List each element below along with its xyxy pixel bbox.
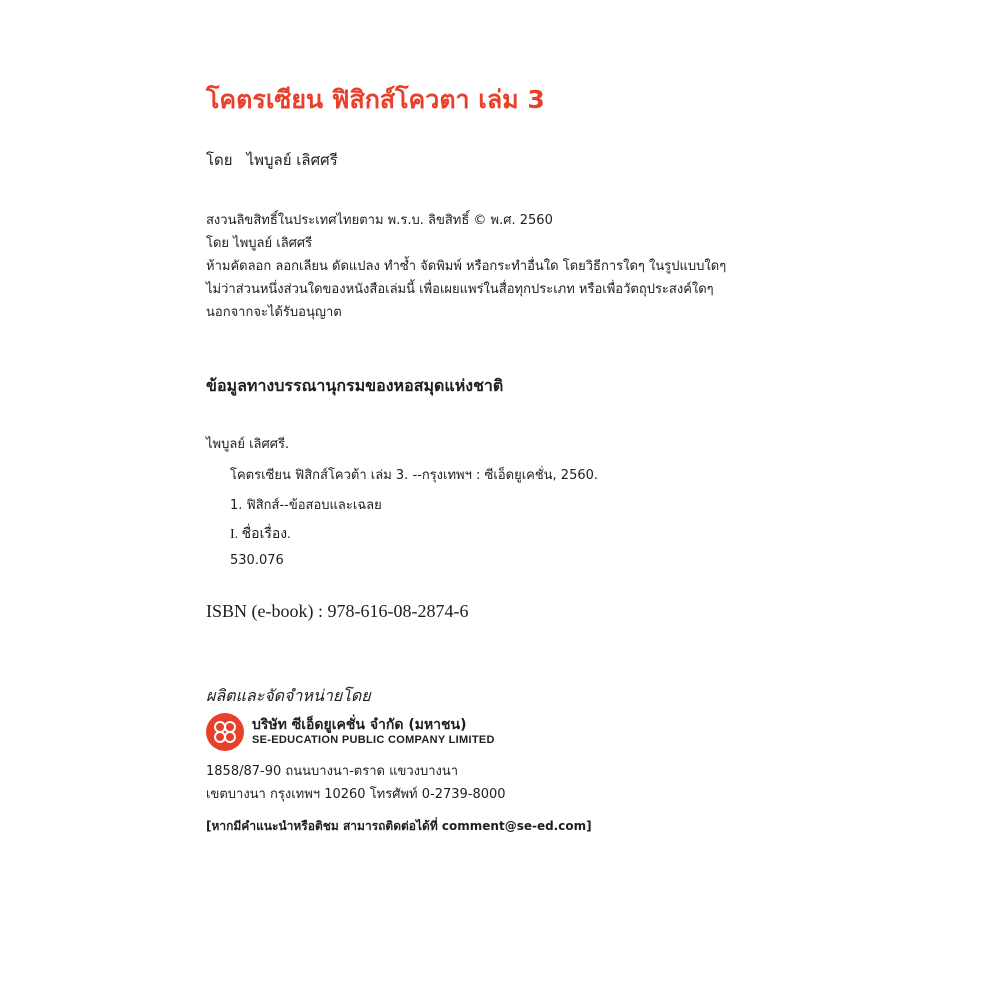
catalog-title-line: โคตรเซียน ฟิสิกส์โควต้า เล่ม 3. --กรุงเทพฯ : ซีเอ็ดยูเคชั่น, 2560. [230,468,599,483]
copyright-line: สงวนลิขสิทธิ์ในประเทศไทยตาม พ.ร.บ. ลิขสิทธิ์ © พ.ศ. 2560 [206,213,553,228]
catalog-title-entry: I. ชื่อเรื่อง. [230,527,291,542]
produced-by-label: ผลิตและจัดจำหน่ายโดย [206,686,371,705]
copyright-line: นอกจากจะได้รับอนุญาต [206,305,342,320]
catalog-author: ไพบูลย์ เลิศศรี. [206,437,290,452]
copyright-line: ห้ามคัดลอก ลอกเลียน ดัดแปลง ทำซ้ำ จัดพิมพ์ หรือกระทำอื่นใด โดยวิธีการใดๆ ในรูปแบบใดๆ [206,259,727,274]
company-name-thai: บริษัท ซีเอ็ดยูเคชั่น จำกัด (มหาชน) [252,717,467,733]
copyright-line: โดย ไพบูลย์ เลิศศรี [206,236,313,251]
copyright-line: ไม่ว่าส่วนหนึ่งส่วนใดของหนังสือเล่มนี้ เพื่อเผยแพร่ในสื่อทุกประเภท หรือเพื่อวัตถุประสงค์ใดๆ [206,282,714,297]
isbn-line: ISBN (e-book) : 978-616-08-2874-6 [206,601,469,621]
contact-note: [หากมีคำแนะนำหรือติชม สามารถติดต่อได้ที่ comment@se-ed.com] [206,819,592,833]
address-line: 1858/87-90 ถนนบางนา-ตราด แขวงบางนา [206,764,459,779]
catalog-classification: 530.076 [230,553,284,568]
company-name-english: SE-EDUCATION PUBLIC COMPANY LIMITED [252,734,495,746]
catalog-heading: ข้อมูลทางบรรณานุกรมของหอสมุดแห่งชาติ [206,376,504,395]
author-line [206,148,338,172]
author-prefix: โดย [206,151,233,169]
book-title: โคตรเซียน ฟิสิกส์โควตา เล่ม 3 [206,85,545,114]
catalog-subject: 1. ฟิสิกส์--ข้อสอบและเฉลย [230,498,382,513]
author-name: ไพบูลย์ เลิศศรี [246,151,338,169]
se-ed-logo-icon [206,713,244,751]
copyright-notice [206,209,726,324]
address-line: เขตบางนา กรุงเทพฯ 10260 โทรศัพท์ 0-2739-8000 [206,787,506,802]
company-address [206,760,506,806]
